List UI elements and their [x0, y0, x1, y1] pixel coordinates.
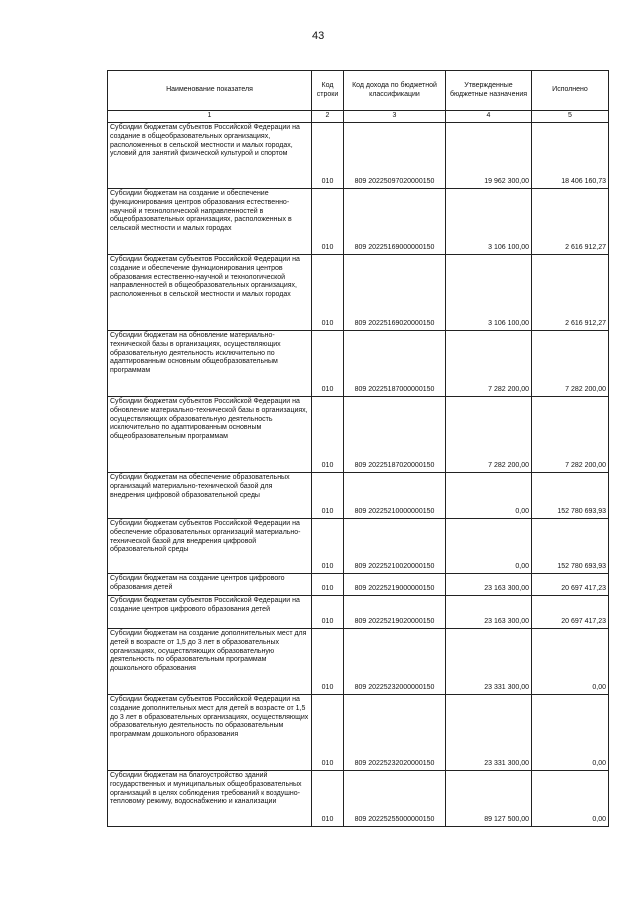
table-row	[108, 255, 609, 331]
approved-amount: 0,00	[446, 519, 532, 574]
table-row	[108, 574, 609, 596]
classification-code: 809 20225219020000150	[344, 596, 446, 629]
table-row	[108, 397, 609, 473]
approved-amount: 7 282 200,00	[446, 397, 532, 473]
line-code: 010	[312, 771, 344, 827]
executed-amount: 7 282 200,00	[532, 397, 609, 473]
column-number-row	[108, 111, 609, 123]
executed-amount: 0,00	[532, 695, 609, 771]
approved-amount: 0,00	[446, 473, 532, 519]
executed-amount: 18 406 160,73	[532, 123, 609, 189]
executed-amount: 20 697 417,23	[532, 596, 609, 629]
indicator-name: Субсидии бюджетам на благоустройство зданий государственных и муниципальных общеобразовательных организаций в целях соблюдения требований к воздушно-тепловому режиму, водоснабжению и канализации	[108, 771, 312, 827]
line-code: 010	[312, 574, 344, 596]
approved-amount: 7 282 200,00	[446, 331, 532, 397]
indicator-name: Субсидии бюджетам субъектов Российской Федерации на обновление материально-технической базы в организациях, осуществляющих образовательную деятельность исключительно по адаптированным основным общеобразовательным программам	[108, 397, 312, 473]
indicator-name: Субсидии бюджетам субъектов Российской Федерации на создание в общеобразовательных организациях, расположенных в сельской местности и малых городах, условий для занятий физической культурой и спортом	[108, 123, 312, 189]
table-row	[108, 189, 609, 255]
indicator-name: Субсидии бюджетам субъектов Российской Федерации на создание центров цифрового образования детей	[108, 596, 312, 629]
indicator-name: Субсидии бюджетам на создание и обеспечение функционирования центров образования естественно-научной и технологической направленностей в общеобразовательных организациях, расположенных в сельской местности и малых городах	[108, 189, 312, 255]
approved-amount: 3 106 100,00	[446, 189, 532, 255]
header-executed-amount: Исполнено	[532, 71, 609, 111]
approved-amount: 23 331 300,00	[446, 629, 532, 695]
executed-amount: 2 616 912,27	[532, 189, 609, 255]
classification-code: 809 20225219000000150	[344, 574, 446, 596]
table-row	[108, 331, 609, 397]
executed-amount: 7 282 200,00	[532, 331, 609, 397]
classification-code: 809 20225210000000150	[344, 473, 446, 519]
executed-amount: 152 780 693,93	[532, 473, 609, 519]
indicator-name: Субсидии бюджетам на создание дополнительных мест для детей в возрасте от 1,5 до 3 лет в образовательных организациях, осуществляющих образовательную деятельность по образовательным программам дошкольного образования	[108, 629, 312, 695]
column-number: 1	[108, 111, 312, 123]
line-code: 010	[312, 331, 344, 397]
table-row	[108, 596, 609, 629]
executed-amount: 0,00	[532, 771, 609, 827]
approved-amount: 23 331 300,00	[446, 695, 532, 771]
classification-code: 809 20225232000000150	[344, 629, 446, 695]
column-number: 3	[344, 111, 446, 123]
classification-code: 809 20225255000000150	[344, 771, 446, 827]
indicator-name: Субсидии бюджетам субъектов Российской Федерации на создание и обеспечение функционирования центров образования естественно-научной и технологической направленностей в общеобразовательных организациях, расположенных в сельской местности и малых городах	[108, 255, 312, 331]
classification-code: 809 20225169000000150	[344, 189, 446, 255]
line-code: 010	[312, 519, 344, 574]
table-row	[108, 519, 609, 574]
table-row	[108, 473, 609, 519]
header-classification-code: Код дохода по бюджетной классификации	[344, 71, 446, 111]
classification-code: 809 20225169020000150	[344, 255, 446, 331]
line-code: 010	[312, 255, 344, 331]
budget-execution-table	[107, 70, 609, 827]
classification-code: 809 20225210020000150	[344, 519, 446, 574]
approved-amount: 19 962 300,00	[446, 123, 532, 189]
approved-amount: 3 106 100,00	[446, 255, 532, 331]
executed-amount: 0,00	[532, 629, 609, 695]
column-number: 4	[446, 111, 532, 123]
header-approved-amount: Утвержденные бюджетные назначения	[446, 71, 532, 111]
executed-amount: 2 616 912,27	[532, 255, 609, 331]
line-code: 010	[312, 629, 344, 695]
line-code: 010	[312, 123, 344, 189]
line-code: 010	[312, 473, 344, 519]
classification-code: 809 20225187000000150	[344, 331, 446, 397]
classification-code: 809 20225187020000150	[344, 397, 446, 473]
line-code: 010	[312, 596, 344, 629]
indicator-name: Субсидии бюджетам на обеспечение образовательных организаций материально-технической базой для внедрения цифровой образовательной среды	[108, 473, 312, 519]
line-code: 010	[312, 397, 344, 473]
classification-code: 809 20225232020000150	[344, 695, 446, 771]
line-code: 010	[312, 695, 344, 771]
header-indicator-name: Наименование показателя	[108, 71, 312, 111]
page-number: 43	[312, 30, 325, 42]
approved-amount: 89 127 500,00	[446, 771, 532, 827]
table-row	[108, 771, 609, 827]
executed-amount: 152 780 693,93	[532, 519, 609, 574]
classification-code: 809 20225097020000150	[344, 123, 446, 189]
column-number: 5	[532, 111, 609, 123]
indicator-name: Субсидии бюджетам на обновление материально-технической базы в организациях, осуществляющих образовательную деятельность исключительно по адаптированным основным общеобразовательным программам	[108, 331, 312, 397]
table-row	[108, 629, 609, 695]
column-number: 2	[312, 111, 344, 123]
line-code: 010	[312, 189, 344, 255]
indicator-name: Субсидии бюджетам на создание центров цифрового образования детей	[108, 574, 312, 596]
indicator-name: Субсидии бюджетам субъектов Российской Федерации на создание дополнительных мест для детей в возрасте от 1,5 до 3 лет в образовательных организациях, осуществляющих образовательную деятельность по образовательным программам дошкольного образования	[108, 695, 312, 771]
header-line-code: Код строки	[312, 71, 344, 111]
approved-amount: 23 163 300,00	[446, 596, 532, 629]
executed-amount: 20 697 417,23	[532, 574, 609, 596]
table-row	[108, 695, 609, 771]
table-row	[108, 123, 609, 189]
approved-amount: 23 163 300,00	[446, 574, 532, 596]
indicator-name: Субсидии бюджетам субъектов Российской Федерации на обеспечение образовательных организаций материально-технической базой для внедрения цифровой образовательной среды	[108, 519, 312, 574]
header-row	[108, 71, 609, 111]
